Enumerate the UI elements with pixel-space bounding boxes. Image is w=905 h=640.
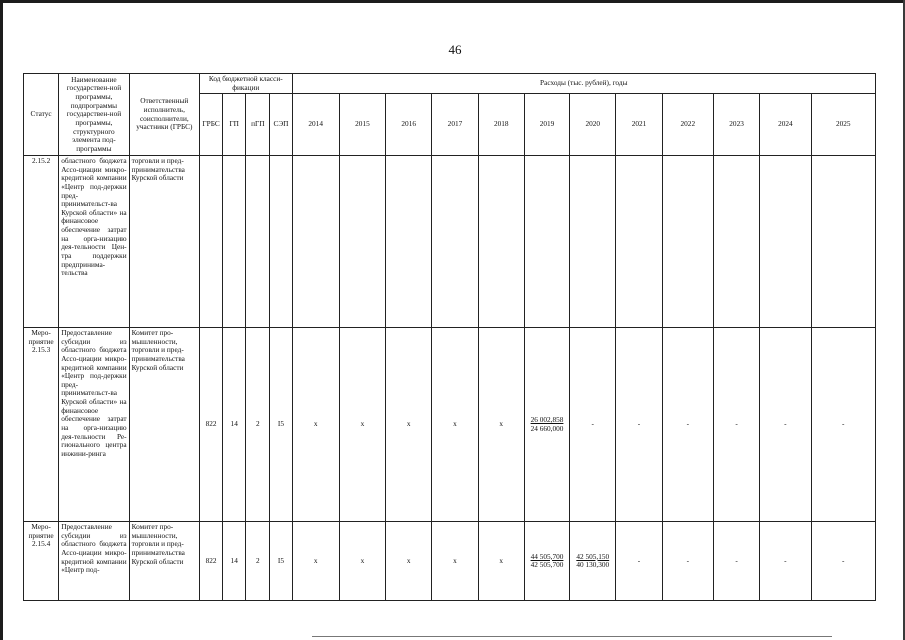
row-code <box>223 156 246 328</box>
row-year-value <box>432 328 478 522</box>
row-year-value <box>616 328 662 522</box>
row-code: I5 <box>270 522 292 601</box>
row-year-value <box>760 522 811 601</box>
expense-value: 44 505,700 <box>530 551 564 561</box>
row-year-value <box>432 522 478 601</box>
row-responsible: торговли и пред-принимательства Курской области <box>129 156 199 328</box>
expense-value: 40 130,300 <box>576 560 610 570</box>
header-year: 2015 <box>339 94 385 156</box>
row-year-value <box>662 328 713 522</box>
expense-value: - <box>842 555 845 565</box>
row-code: 14 <box>223 328 246 522</box>
row-year-value <box>292 522 339 601</box>
row-year-value <box>811 522 875 601</box>
row-year-value <box>478 156 524 328</box>
header-year: 2019 <box>524 94 569 156</box>
header-year: 2021 <box>616 94 662 156</box>
header-expenses: Расходы (тыс. рублей), годы <box>292 74 875 94</box>
expense-value: х <box>406 419 411 429</box>
header-year: 2023 <box>713 94 759 156</box>
row-status: 2.15.2 <box>24 156 59 328</box>
header-status: Статус <box>24 74 59 156</box>
row-year-value <box>524 328 569 522</box>
header-code-1: ГП <box>223 94 246 156</box>
header-year: 2024 <box>760 94 811 156</box>
header-year: 2025 <box>811 94 875 156</box>
expense-value: 26 002,858 <box>530 415 564 425</box>
row-year-value <box>524 156 569 328</box>
budget-table <box>23 73 876 601</box>
row-code <box>246 156 270 328</box>
expense-value: х <box>360 419 365 429</box>
row-year-value <box>478 522 524 601</box>
scan-bottom-line <box>312 636 832 637</box>
row-year-value <box>713 522 759 601</box>
row-year-value <box>760 156 811 328</box>
row-code: 822 <box>200 328 223 522</box>
scan-border-top <box>0 0 905 3</box>
row-year-value <box>292 156 339 328</box>
expense-value: - <box>842 419 845 429</box>
row-year-value <box>713 328 759 522</box>
expense-value: - <box>637 419 641 429</box>
row-responsible: Комитет про-мышленности, торговли и пред-принимательства Курской области <box>129 522 199 601</box>
expense-value: - <box>686 555 690 565</box>
row-code <box>270 156 292 328</box>
header-code-0: ГРБС <box>200 94 223 156</box>
row-status: Меро-приятие 2.15.4 <box>24 522 59 601</box>
scan-border-left <box>0 0 3 640</box>
row-year-value <box>386 522 432 601</box>
header-budget-code: Код бюджетной класси-фикации <box>200 74 293 94</box>
row-year-value <box>386 328 432 522</box>
header-name: Наименование государствен-ной программы, подпрограммы государствен-ной программы, структурного элемента под-программы <box>59 74 129 156</box>
row-year-value <box>616 156 662 328</box>
row-year-value <box>570 328 616 522</box>
expense-value: - <box>784 555 787 565</box>
table-row <box>24 328 876 522</box>
header-year: 2016 <box>386 94 432 156</box>
row-code: 2 <box>246 522 270 601</box>
row-year-value <box>811 156 875 328</box>
expense-value: - <box>735 419 738 429</box>
expense-value: 42 505,700 <box>530 560 564 570</box>
expense-value: х <box>406 555 411 565</box>
row-code: 14 <box>223 522 246 601</box>
row-responsible: Комитет про-мышленности, торговли и пред-принимательства Курской области <box>129 328 199 522</box>
header-year: 2020 <box>570 94 616 156</box>
row-status: Меро-приятие 2.15.3 <box>24 328 59 522</box>
expense-value: 42 505,150 <box>576 551 610 561</box>
page-number: 46 <box>448 42 462 57</box>
row-year-value <box>339 328 385 522</box>
row-code: I5 <box>270 328 292 522</box>
expense-value: х <box>453 419 457 429</box>
expense-value: 24 660,000 <box>530 423 564 433</box>
row-year-value <box>760 328 811 522</box>
row-code <box>200 156 223 328</box>
row-name: Предоставление субсидии из областного бюджета Ассо-циации микро-кредитной компании «Центр под- <box>59 522 129 601</box>
header-year: 2014 <box>292 94 339 156</box>
row-year-value <box>570 522 616 601</box>
expense-value: - <box>637 555 641 565</box>
header-year: 2018 <box>478 94 524 156</box>
row-year-value <box>662 522 713 601</box>
row-year-value <box>386 156 432 328</box>
expense-value: - <box>686 419 690 429</box>
row-year-value <box>292 328 339 522</box>
expense-value: - <box>591 419 594 429</box>
header-responsible: Ответственный исполнитель, соисполнители, участники (ГРБС) <box>129 74 199 156</box>
expense-value: х <box>499 555 504 565</box>
header-code-3: СЭП <box>270 94 292 156</box>
row-year-value <box>662 156 713 328</box>
expense-value: х <box>453 555 457 565</box>
row-year-value <box>616 522 662 601</box>
expense-value: х <box>360 555 365 565</box>
expense-value: х <box>313 419 318 429</box>
expense-value: - <box>784 419 787 429</box>
expense-value: х <box>313 555 318 565</box>
row-name: Предоставление субсидии из областного бюджета Ассо-циации микро-кредитной компании «Центр под-держки пред-принимательст-ва Курской области» на финансовое обеспечение затрат на орга-низацию дея-тельности Ре-гионального центра инжини-ринга <box>59 328 129 522</box>
row-year-value <box>339 522 385 601</box>
header-year: 2022 <box>662 94 713 156</box>
expense-value: х <box>499 419 504 429</box>
expense-value: - <box>735 555 738 565</box>
row-year-value <box>713 156 759 328</box>
header-code-2: пГП <box>246 94 270 156</box>
table-row <box>24 156 876 328</box>
table-row <box>24 522 876 601</box>
row-code: 822 <box>200 522 223 601</box>
row-year-value <box>432 156 478 328</box>
row-year-value <box>524 522 569 601</box>
row-year-value <box>339 156 385 328</box>
header-year: 2017 <box>432 94 478 156</box>
row-year-value <box>570 156 616 328</box>
row-year-value <box>811 328 875 522</box>
row-name: областного бюджета Ассо-циации микро-кредитной компании «Центр под-держки пред-принимательст-ва Курской области» на финансовое обеспечение затрат на орга-низацию дея-тельности Цен-тра поддержки предпринима-тельства <box>59 156 129 328</box>
row-year-value <box>478 328 524 522</box>
row-code: 2 <box>246 328 270 522</box>
